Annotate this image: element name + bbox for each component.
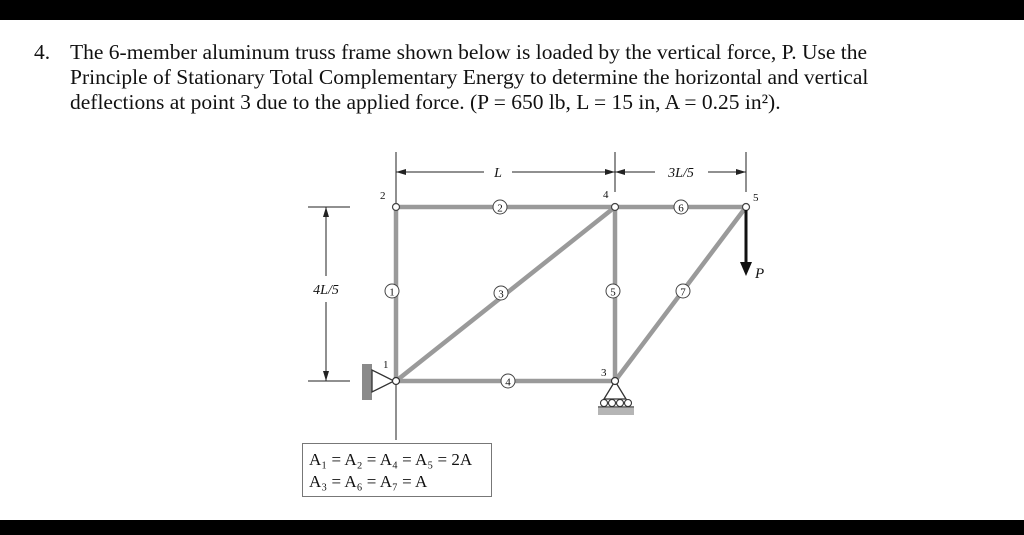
node-1-joint: [393, 378, 400, 385]
svg-text:2: 2: [497, 202, 503, 215]
member-tag-3: [494, 286, 508, 301]
svg-text:1: 1: [389, 286, 395, 299]
dim-arrow: [323, 371, 329, 381]
load-label: P: [755, 266, 765, 282]
member-tag-4: [501, 374, 515, 389]
member-area-table: [302, 443, 492, 497]
dim-label-3L5: 3L/5: [668, 166, 694, 181]
member-tag-5: [606, 284, 620, 299]
svg-text:6: 6: [678, 202, 684, 215]
node-label-5: 5: [753, 192, 759, 204]
ground-hatch: [598, 408, 634, 415]
dim-arrow: [736, 169, 746, 175]
problem-number: 4.: [34, 40, 51, 64]
dim-arrow: [396, 169, 406, 175]
svg-text:7: 7: [680, 286, 686, 299]
node-3-joint: [612, 378, 619, 385]
dim-arrow: [323, 207, 329, 217]
dim-arrow: [605, 169, 615, 175]
wall-support: [362, 364, 372, 400]
pin-support-icon: [372, 370, 394, 392]
problem-line-2: Principle of Stationary Total Complementary Energy to determine the horizontal and vertical: [70, 65, 869, 89]
dim-label-L: L: [494, 166, 502, 181]
node-label-4: 4: [603, 189, 609, 201]
problem-line-1: The 6-member aluminum truss frame shown below is loaded by the vertical force, P. Use the: [70, 40, 868, 64]
svg-text:4: 4: [505, 376, 511, 389]
roller-wheel-icon: [617, 400, 624, 407]
node-5-joint: [743, 204, 750, 211]
svg-text:5: 5: [610, 286, 616, 299]
problem-line-3: deflections at point 3 due to the applied force. (P = 650 lb, L = 15 in, A = 0.25 in²).: [70, 90, 781, 114]
member-tag-6: [674, 200, 688, 215]
node-label-2: 2: [380, 190, 386, 202]
dim-arrow: [615, 169, 625, 175]
dim-label-4L5: 4L/5: [313, 283, 339, 298]
member-tag-1: [385, 284, 399, 299]
node-4-joint: [612, 204, 619, 211]
svg-text:3: 3: [498, 288, 504, 301]
roller-wheel-icon: [601, 400, 608, 407]
member-tag-7: [676, 284, 690, 299]
member-tag-2: [493, 200, 507, 215]
node-label-3: 3: [601, 367, 607, 379]
area-line-1: A₁ = A₂ = A₄ = A₅ = 2A: [309, 450, 473, 469]
node-label-1: 1: [383, 359, 389, 371]
roller-wheel-icon: [625, 400, 632, 407]
area-line-2: A₃ = A₆ = A₇ = A: [309, 472, 428, 491]
roller-wheel-icon: [609, 400, 616, 407]
load-arrow-icon: [740, 262, 752, 276]
node-2-joint: [393, 204, 400, 211]
